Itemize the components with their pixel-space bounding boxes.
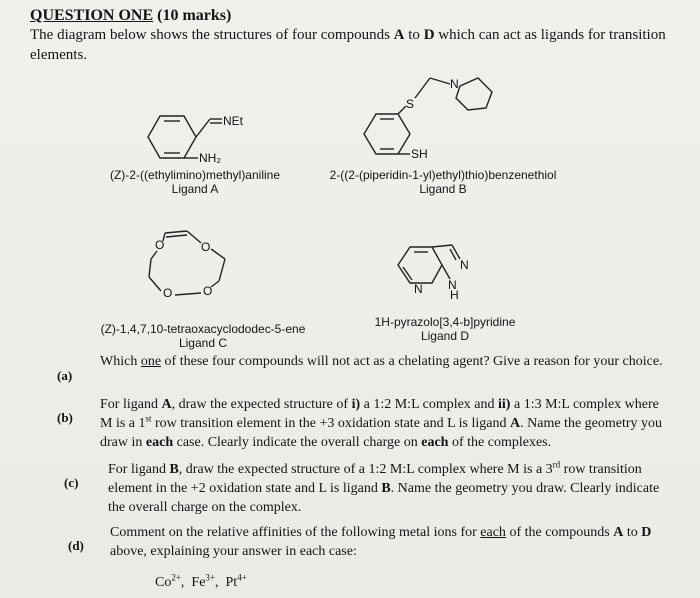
ligand-b-iupac: 2-((2-(piperidin-1-yl)ethyl)thio)benzenethiol [329, 168, 557, 182]
ligand-a-atom-net: NEt [223, 114, 244, 128]
question-b-text [100, 395, 668, 452]
question-d-part: each [480, 525, 506, 540]
ligand-d-atom-h: H [450, 288, 459, 302]
question-d-part: Comment on the relative affinities of the following metal ions for [110, 525, 481, 540]
question-b-part: a 1:2 M:L complex and [360, 397, 499, 412]
intro-text [30, 25, 685, 65]
question-heading [30, 7, 231, 25]
question-c-part: B [169, 462, 179, 477]
question-a-part: one [140, 354, 162, 369]
question-d-text [110, 523, 670, 561]
ion-charge: 4+ [237, 572, 247, 583]
question-b-part: case. Clearly indicate the overall charge on [173, 435, 422, 450]
ligand-d-label: Ligand D [420, 329, 470, 343]
ligand-d-atom-n2: N [414, 282, 423, 296]
question-a-text [100, 352, 668, 371]
ligand-c-label: Ligand C [178, 336, 228, 350]
ligand-b-structure [350, 70, 510, 165]
intro-part: to [404, 27, 424, 43]
ligand-d-structure [390, 235, 490, 305]
ligand-b-label: Ligand B [419, 182, 467, 196]
ligand-b-atom-s: S [406, 97, 415, 111]
ligand-d-atom-n1: N [460, 258, 469, 272]
metal-ion-list: $Co^{2+}$, $Fe^{3+}$, $Pt^{4+}$ [155, 572, 247, 590]
question-b-part: For ligand [100, 397, 162, 412]
question-b-part: each [145, 435, 174, 450]
intro-part: A [393, 27, 405, 43]
question-c-part: rd [552, 459, 561, 470]
ligand-b-atom-sh: SH [411, 147, 428, 161]
intro-part: D [423, 27, 435, 43]
ligand-a-label: Ligand A [171, 182, 219, 196]
ligand-d-iupac: 1H-pyrazolo[3,4-b]pyridine [374, 315, 516, 329]
ligand-d-atom-n3: N [448, 278, 457, 292]
question-c-part: , draw the expected structure of a 1:2 M:L complex where M is a 3 [178, 462, 553, 477]
ligand-a-iupac: (Z)-2-((ethylimino)methyl)aniline [109, 168, 281, 182]
ligand-a-structure [130, 95, 280, 170]
question-d-part: to [623, 525, 642, 540]
question-c-text [108, 460, 668, 517]
question-a-part: Which [100, 354, 141, 369]
question-a-part: of these four compounds will not act as a chelating agent? Give a reason for your choice. [161, 354, 663, 369]
ligand-c-atom-o4: O [155, 238, 165, 252]
ligand-c-atom-o1: O [201, 240, 211, 254]
question-a-letter: (a) [57, 368, 73, 383]
ligand-c-name [78, 322, 328, 350]
ligand-c-atom-o3: O [163, 286, 173, 300]
question-d-part: A [613, 525, 624, 540]
question-c-part: B [381, 481, 391, 496]
question-d-letter: (d) [68, 538, 84, 553]
question-b-letter: (b) [57, 410, 73, 425]
question-title: QUESTION ONE [30, 7, 154, 24]
intro-part: The diagram below shows the structures of four compounds [30, 27, 394, 43]
question-b-part: ii) [498, 397, 511, 412]
question-b-part: st [145, 413, 152, 424]
question-c-part: . Name the geometry you draw. Clearly indicate the overall charge on the complex. [108, 481, 660, 515]
question-b-part: i) [351, 397, 361, 412]
ligand-a-name [100, 168, 290, 196]
ligand-b-atom-n: N [450, 77, 459, 91]
question-c-part: row transition element in the +2 oxidation state and L is ligand [108, 462, 642, 496]
ligand-a-atom-nh2: NH₂ [199, 151, 221, 165]
ion-symbol: Co [155, 575, 172, 590]
question-d-part: above, explaining your answer in each case: [110, 544, 357, 559]
question-c-letter: (c) [64, 475, 79, 490]
question-b-part: each [421, 435, 449, 450]
question-b-part: of the complexes. [448, 435, 552, 450]
question-b-part: , draw the expected structure of [171, 397, 352, 412]
intro-part: which can act as ligands for transition elements. [30, 27, 666, 63]
question-b-part: a 1:3 M:L complex where M is a 1 [100, 397, 659, 431]
ligand-b-name [318, 168, 568, 196]
ion-charge: 3+ [205, 572, 215, 583]
question-b-part: . Name the geometry you draw in [100, 416, 663, 450]
question-marks: (10 marks) [157, 7, 232, 24]
question-b-part: A [510, 416, 521, 431]
question-b-part: A [161, 397, 172, 412]
question-d-part: D [641, 525, 652, 540]
ion-charge: 2+ [171, 572, 181, 583]
ligand-d-name [330, 315, 560, 343]
ligand-c-structure [135, 225, 235, 305]
ion-symbol: Pt [225, 575, 238, 590]
question-b-part: row transition element in the +3 oxidation state and L is ligand [151, 416, 510, 431]
question-c-part: For ligand [108, 462, 170, 477]
ligand-c-iupac: (Z)-1,4,7,10-tetraoxacyclododec-5-ene [100, 322, 306, 336]
ligand-c-atom-o2: O [203, 284, 213, 298]
question-d-part: of the compounds [505, 525, 614, 540]
ion-symbol: Fe [191, 575, 206, 590]
